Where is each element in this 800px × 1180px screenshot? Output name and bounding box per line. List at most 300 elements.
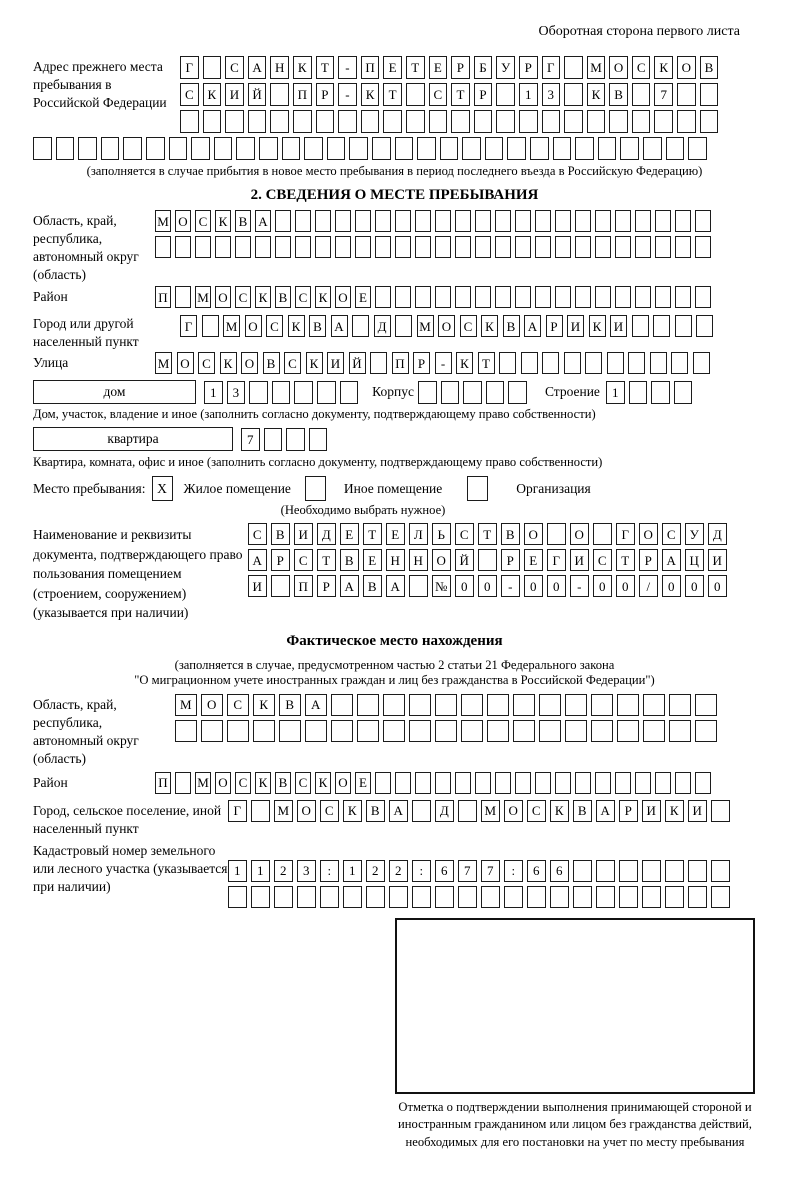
- char-cell[interactable]: А: [386, 575, 405, 597]
- char-cell[interactable]: [270, 110, 289, 133]
- char-cell[interactable]: [340, 381, 359, 404]
- char-cell[interactable]: М: [587, 56, 606, 79]
- char-cell[interactable]: [264, 428, 283, 451]
- char-cell[interactable]: [478, 549, 497, 571]
- char-cell[interactable]: [675, 210, 691, 232]
- char-cell[interactable]: В: [700, 56, 719, 79]
- char-cell[interactable]: В: [275, 772, 291, 794]
- char-cell[interactable]: К: [255, 286, 271, 308]
- char-cell[interactable]: [335, 236, 351, 258]
- char-cell[interactable]: [674, 381, 693, 404]
- char-cell[interactable]: /: [639, 575, 658, 597]
- char-cell[interactable]: О: [335, 286, 351, 308]
- char-cell[interactable]: [406, 83, 425, 106]
- char-cell[interactable]: [383, 110, 402, 133]
- char-cell[interactable]: В: [366, 800, 385, 822]
- char-cell[interactable]: №: [432, 575, 451, 597]
- char-cell[interactable]: [591, 694, 613, 716]
- char-cell[interactable]: [519, 110, 538, 133]
- char-cell[interactable]: [275, 210, 291, 232]
- char-cell[interactable]: [412, 800, 431, 822]
- char-cell[interactable]: [412, 886, 431, 908]
- char-cell[interactable]: С: [295, 772, 311, 794]
- char-cell[interactable]: М: [195, 772, 211, 794]
- char-cell[interactable]: [617, 694, 639, 716]
- char-cell[interactable]: [475, 236, 491, 258]
- char-cell[interactable]: [395, 772, 411, 794]
- char-cell[interactable]: [272, 381, 291, 404]
- char-cell[interactable]: Н: [409, 549, 428, 571]
- char-cell[interactable]: 1: [343, 860, 362, 882]
- char-cell[interactable]: [671, 352, 688, 374]
- char-cell[interactable]: [643, 137, 662, 160]
- char-cell[interactable]: О: [335, 772, 351, 794]
- char-cell[interactable]: [175, 236, 191, 258]
- char-cell[interactable]: [146, 137, 165, 160]
- char-cell[interactable]: 0: [524, 575, 543, 597]
- char-cell[interactable]: [175, 772, 191, 794]
- char-cell[interactable]: [317, 381, 336, 404]
- char-cell[interactable]: Е: [355, 772, 371, 794]
- checkbox-other-premise[interactable]: [305, 476, 326, 501]
- char-cell[interactable]: С: [284, 352, 301, 374]
- char-cell[interactable]: [214, 137, 233, 160]
- char-cell[interactable]: [607, 352, 624, 374]
- char-cell[interactable]: Е: [383, 56, 402, 79]
- char-cell[interactable]: [409, 720, 431, 742]
- char-cell[interactable]: С: [235, 772, 251, 794]
- char-cell[interactable]: К: [315, 286, 331, 308]
- char-cell[interactable]: [555, 236, 571, 258]
- char-cell[interactable]: [383, 694, 405, 716]
- char-cell[interactable]: К: [293, 56, 312, 79]
- char-cell[interactable]: [395, 286, 411, 308]
- char-cell[interactable]: [595, 210, 611, 232]
- char-cell[interactable]: А: [255, 210, 271, 232]
- char-cell[interactable]: [669, 720, 691, 742]
- char-cell[interactable]: М: [155, 210, 171, 232]
- char-cell[interactable]: [366, 886, 385, 908]
- char-cell[interactable]: С: [662, 523, 681, 545]
- char-cell[interactable]: 1: [204, 381, 223, 404]
- char-cell[interactable]: К: [253, 694, 275, 716]
- char-cell[interactable]: [527, 886, 546, 908]
- char-cell[interactable]: [653, 315, 670, 337]
- char-cell[interactable]: Т: [317, 549, 336, 571]
- char-cell[interactable]: А: [248, 549, 267, 571]
- char-cell[interactable]: 2: [389, 860, 408, 882]
- char-cell[interactable]: [695, 694, 717, 716]
- char-cell[interactable]: [295, 210, 311, 232]
- char-cell[interactable]: Т: [478, 352, 495, 374]
- char-cell[interactable]: [632, 315, 649, 337]
- char-cell[interactable]: О: [201, 694, 223, 716]
- char-cell[interactable]: [573, 886, 592, 908]
- char-cell[interactable]: Т: [316, 56, 335, 79]
- char-cell[interactable]: [475, 286, 491, 308]
- char-cell[interactable]: [395, 137, 414, 160]
- char-cell[interactable]: Т: [383, 83, 402, 106]
- char-cell[interactable]: [628, 352, 645, 374]
- char-cell[interactable]: И: [567, 315, 584, 337]
- char-cell[interactable]: Е: [340, 523, 359, 545]
- char-cell[interactable]: 0: [593, 575, 612, 597]
- char-cell[interactable]: А: [389, 800, 408, 822]
- char-cell[interactable]: [688, 137, 707, 160]
- char-cell[interactable]: [539, 694, 561, 716]
- char-cell[interactable]: О: [570, 523, 589, 545]
- char-cell[interactable]: [669, 694, 691, 716]
- char-cell[interactable]: [711, 860, 730, 882]
- char-cell[interactable]: О: [177, 352, 194, 374]
- char-cell[interactable]: Р: [519, 56, 538, 79]
- char-cell[interactable]: [475, 210, 491, 232]
- char-cell[interactable]: Й: [349, 352, 366, 374]
- char-cell[interactable]: [696, 315, 713, 337]
- char-cell[interactable]: [355, 236, 371, 258]
- char-cell[interactable]: [406, 110, 425, 133]
- char-cell[interactable]: И: [708, 549, 727, 571]
- char-cell[interactable]: [564, 110, 583, 133]
- char-cell[interactable]: О: [215, 772, 231, 794]
- char-cell[interactable]: С: [460, 315, 477, 337]
- char-cell[interactable]: О: [677, 56, 696, 79]
- char-cell[interactable]: [693, 352, 710, 374]
- char-cell[interactable]: [297, 886, 316, 908]
- char-cell[interactable]: [642, 886, 661, 908]
- char-cell[interactable]: О: [241, 352, 258, 374]
- char-cell[interactable]: [535, 772, 551, 794]
- char-cell[interactable]: Е: [355, 286, 371, 308]
- char-cell[interactable]: В: [309, 315, 326, 337]
- char-cell[interactable]: [435, 286, 451, 308]
- char-cell[interactable]: Д: [374, 315, 391, 337]
- char-cell[interactable]: [201, 720, 223, 742]
- char-cell[interactable]: О: [438, 315, 455, 337]
- checkbox-residential[interactable]: X: [152, 476, 173, 501]
- char-cell[interactable]: [688, 886, 707, 908]
- char-cell[interactable]: Р: [413, 352, 430, 374]
- char-cell[interactable]: [309, 428, 328, 451]
- char-cell[interactable]: Д: [317, 523, 336, 545]
- char-cell[interactable]: [236, 137, 255, 160]
- char-cell[interactable]: [564, 83, 583, 106]
- char-cell[interactable]: М: [274, 800, 293, 822]
- char-cell[interactable]: Р: [474, 83, 493, 106]
- char-cell[interactable]: Р: [619, 800, 638, 822]
- char-cell[interactable]: [435, 694, 457, 716]
- char-cell[interactable]: В: [340, 549, 359, 571]
- char-cell[interactable]: 1: [251, 860, 270, 882]
- char-cell[interactable]: [395, 236, 411, 258]
- char-cell[interactable]: 0: [685, 575, 704, 597]
- char-cell[interactable]: [530, 137, 549, 160]
- char-cell[interactable]: [255, 236, 271, 258]
- char-cell[interactable]: [585, 352, 602, 374]
- char-cell[interactable]: [352, 315, 369, 337]
- char-cell[interactable]: У: [496, 56, 515, 79]
- char-cell[interactable]: [615, 236, 631, 258]
- char-cell[interactable]: [635, 236, 651, 258]
- char-cell[interactable]: В: [275, 286, 291, 308]
- char-cell[interactable]: [435, 236, 451, 258]
- char-cell[interactable]: Г: [542, 56, 561, 79]
- char-cell[interactable]: 6: [527, 860, 546, 882]
- char-cell[interactable]: [316, 110, 335, 133]
- char-cell[interactable]: [462, 137, 481, 160]
- char-cell[interactable]: [564, 56, 583, 79]
- char-cell[interactable]: 3: [297, 860, 316, 882]
- char-cell[interactable]: [617, 720, 639, 742]
- char-cell[interactable]: С: [527, 800, 546, 822]
- char-cell[interactable]: [619, 886, 638, 908]
- char-cell[interactable]: [349, 137, 368, 160]
- char-cell[interactable]: [615, 772, 631, 794]
- char-cell[interactable]: -: [338, 83, 357, 106]
- char-cell[interactable]: [695, 210, 711, 232]
- char-cell[interactable]: К: [361, 83, 380, 106]
- char-cell[interactable]: М: [195, 286, 211, 308]
- char-cell[interactable]: [357, 694, 379, 716]
- char-cell[interactable]: Т: [478, 523, 497, 545]
- char-cell[interactable]: [542, 110, 561, 133]
- char-cell[interactable]: В: [263, 352, 280, 374]
- char-cell[interactable]: [575, 286, 591, 308]
- char-cell[interactable]: Т: [363, 523, 382, 545]
- char-cell[interactable]: [451, 110, 470, 133]
- char-cell[interactable]: Г: [228, 800, 247, 822]
- char-cell[interactable]: О: [175, 210, 191, 232]
- char-cell[interactable]: К: [587, 83, 606, 106]
- char-cell[interactable]: [429, 110, 448, 133]
- char-cell[interactable]: Р: [501, 549, 520, 571]
- char-cell[interactable]: 0: [547, 575, 566, 597]
- char-cell[interactable]: [642, 860, 661, 882]
- char-cell[interactable]: С: [195, 210, 211, 232]
- char-cell[interactable]: М: [481, 800, 500, 822]
- char-cell[interactable]: С: [235, 286, 251, 308]
- char-cell[interactable]: [515, 772, 531, 794]
- char-cell[interactable]: [395, 210, 411, 232]
- char-cell[interactable]: [565, 694, 587, 716]
- char-cell[interactable]: [565, 720, 587, 742]
- char-cell[interactable]: [474, 110, 493, 133]
- char-cell[interactable]: Е: [524, 549, 543, 571]
- char-cell[interactable]: М: [155, 352, 172, 374]
- char-cell[interactable]: [615, 210, 631, 232]
- char-cell[interactable]: [654, 110, 673, 133]
- char-cell[interactable]: А: [340, 575, 359, 597]
- char-cell[interactable]: К: [215, 210, 231, 232]
- char-cell[interactable]: [304, 137, 323, 160]
- char-cell[interactable]: [155, 236, 171, 258]
- char-cell[interactable]: [395, 315, 412, 337]
- char-cell[interactable]: [711, 800, 730, 822]
- char-cell[interactable]: [496, 83, 515, 106]
- char-cell[interactable]: А: [248, 56, 267, 79]
- char-cell[interactable]: О: [245, 315, 262, 337]
- char-cell[interactable]: [481, 886, 500, 908]
- char-cell[interactable]: М: [417, 315, 434, 337]
- char-cell[interactable]: С: [248, 523, 267, 545]
- char-cell[interactable]: Р: [546, 315, 563, 337]
- char-cell[interactable]: В: [271, 523, 290, 545]
- char-cell[interactable]: А: [596, 800, 615, 822]
- char-cell[interactable]: [169, 137, 188, 160]
- char-cell[interactable]: И: [642, 800, 661, 822]
- char-cell[interactable]: [418, 381, 437, 404]
- char-cell[interactable]: О: [432, 549, 451, 571]
- char-cell[interactable]: [595, 236, 611, 258]
- char-cell[interactable]: [513, 694, 535, 716]
- char-cell[interactable]: О: [639, 523, 658, 545]
- char-cell[interactable]: [515, 236, 531, 258]
- char-cell[interactable]: 1: [228, 860, 247, 882]
- char-cell[interactable]: [495, 772, 511, 794]
- char-cell[interactable]: [596, 886, 615, 908]
- char-cell[interactable]: [286, 428, 305, 451]
- char-cell[interactable]: [331, 720, 353, 742]
- char-cell[interactable]: [455, 210, 471, 232]
- char-cell[interactable]: [203, 110, 222, 133]
- char-cell[interactable]: [175, 286, 191, 308]
- char-cell[interactable]: -: [501, 575, 520, 597]
- char-cell[interactable]: Н: [270, 56, 289, 79]
- char-cell[interactable]: И: [327, 352, 344, 374]
- char-cell[interactable]: С: [294, 549, 313, 571]
- char-cell[interactable]: [595, 772, 611, 794]
- char-cell[interactable]: [101, 137, 120, 160]
- char-cell[interactable]: 7: [241, 428, 260, 451]
- char-cell[interactable]: [235, 236, 251, 258]
- char-cell[interactable]: 0: [478, 575, 497, 597]
- char-cell[interactable]: [695, 720, 717, 742]
- char-cell[interactable]: [279, 720, 301, 742]
- char-cell[interactable]: [305, 720, 327, 742]
- char-cell[interactable]: [587, 110, 606, 133]
- char-cell[interactable]: В: [573, 800, 592, 822]
- char-cell[interactable]: :: [412, 860, 431, 882]
- char-cell[interactable]: [253, 720, 275, 742]
- char-cell[interactable]: [486, 381, 505, 404]
- char-cell[interactable]: [700, 83, 719, 106]
- char-cell[interactable]: С: [429, 83, 448, 106]
- char-cell[interactable]: К: [315, 772, 331, 794]
- char-cell[interactable]: Р: [271, 549, 290, 571]
- char-cell[interactable]: [495, 236, 511, 258]
- char-cell[interactable]: [435, 210, 451, 232]
- char-cell[interactable]: [655, 286, 671, 308]
- char-cell[interactable]: К: [665, 800, 684, 822]
- char-cell[interactable]: К: [203, 83, 222, 106]
- char-cell[interactable]: [635, 210, 651, 232]
- char-cell[interactable]: 3: [227, 381, 246, 404]
- char-cell[interactable]: [598, 137, 617, 160]
- char-cell[interactable]: 1: [606, 381, 625, 404]
- char-cell[interactable]: -: [338, 56, 357, 79]
- char-cell[interactable]: С: [227, 694, 249, 716]
- char-cell[interactable]: И: [610, 315, 627, 337]
- char-cell[interactable]: [343, 886, 362, 908]
- char-cell[interactable]: [383, 720, 405, 742]
- char-cell[interactable]: И: [225, 83, 244, 106]
- char-cell[interactable]: В: [279, 694, 301, 716]
- char-cell[interactable]: [595, 286, 611, 308]
- char-cell[interactable]: [513, 720, 535, 742]
- char-cell[interactable]: [564, 352, 581, 374]
- char-cell[interactable]: [711, 886, 730, 908]
- char-cell[interactable]: [555, 210, 571, 232]
- char-cell[interactable]: Е: [386, 523, 405, 545]
- char-cell[interactable]: [251, 886, 270, 908]
- char-cell[interactable]: К: [255, 772, 271, 794]
- char-cell[interactable]: [191, 137, 210, 160]
- char-cell[interactable]: [632, 110, 651, 133]
- char-cell[interactable]: Б: [474, 56, 493, 79]
- char-cell[interactable]: [695, 772, 711, 794]
- char-cell[interactable]: [228, 886, 247, 908]
- char-cell[interactable]: [555, 772, 571, 794]
- char-cell[interactable]: [415, 286, 431, 308]
- char-cell[interactable]: [632, 83, 651, 106]
- char-cell[interactable]: 6: [550, 860, 569, 882]
- char-cell[interactable]: П: [293, 83, 312, 106]
- char-cell[interactable]: С: [632, 56, 651, 79]
- char-cell[interactable]: [175, 720, 197, 742]
- char-cell[interactable]: Л: [409, 523, 428, 545]
- char-cell[interactable]: [695, 286, 711, 308]
- char-cell[interactable]: [320, 886, 339, 908]
- char-cell[interactable]: О: [215, 286, 231, 308]
- char-cell[interactable]: С: [266, 315, 283, 337]
- char-cell[interactable]: [573, 860, 592, 882]
- char-cell[interactable]: [455, 772, 471, 794]
- char-cell[interactable]: Й: [455, 549, 474, 571]
- char-cell[interactable]: [487, 694, 509, 716]
- char-cell[interactable]: [495, 210, 511, 232]
- char-cell[interactable]: [535, 286, 551, 308]
- char-cell[interactable]: К: [654, 56, 673, 79]
- char-cell[interactable]: :: [320, 860, 339, 882]
- char-cell[interactable]: Е: [363, 549, 382, 571]
- char-cell[interactable]: [455, 236, 471, 258]
- char-cell[interactable]: К: [343, 800, 362, 822]
- char-cell[interactable]: [295, 236, 311, 258]
- char-cell[interactable]: [225, 110, 244, 133]
- char-cell[interactable]: О: [524, 523, 543, 545]
- char-cell[interactable]: [635, 772, 651, 794]
- char-cell[interactable]: [508, 381, 527, 404]
- char-cell[interactable]: В: [501, 523, 520, 545]
- char-cell[interactable]: [596, 860, 615, 882]
- char-cell[interactable]: [123, 137, 142, 160]
- char-cell[interactable]: [553, 137, 572, 160]
- char-cell[interactable]: С: [180, 83, 199, 106]
- char-cell[interactable]: В: [503, 315, 520, 337]
- char-cell[interactable]: [629, 381, 648, 404]
- char-cell[interactable]: [575, 236, 591, 258]
- char-cell[interactable]: [591, 720, 613, 742]
- char-cell[interactable]: И: [294, 523, 313, 545]
- char-cell[interactable]: О: [504, 800, 523, 822]
- char-cell[interactable]: [651, 381, 670, 404]
- char-cell[interactable]: [521, 352, 538, 374]
- char-cell[interactable]: Т: [616, 549, 635, 571]
- char-cell[interactable]: [361, 110, 380, 133]
- char-cell[interactable]: К: [288, 315, 305, 337]
- char-cell[interactable]: [487, 720, 509, 742]
- char-cell[interactable]: Ц: [685, 549, 704, 571]
